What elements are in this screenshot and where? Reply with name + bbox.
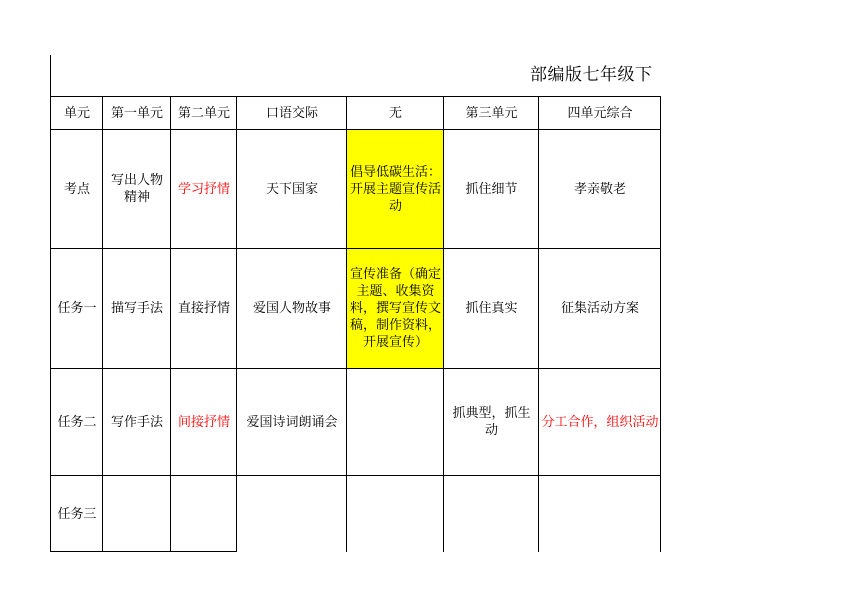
cell-r3-c4[interactable] [347, 369, 444, 475]
grid-line [538, 97, 539, 552]
cell-r1-c1-text: 写出人物精神 [110, 173, 163, 205]
row-label-task3[interactable] [51, 476, 103, 552]
cell-r2-c1-text: 描写手法 [110, 301, 163, 316]
row-label-task2[interactable] [51, 369, 103, 475]
cell-r2-c6-text: 征集活动方案 [560, 301, 639, 316]
grid-line [170, 97, 171, 552]
grid-line [50, 368, 661, 369]
cell-r3-c3[interactable] [237, 369, 347, 475]
header-col4[interactable] [347, 97, 444, 129]
row-label-kaodian[interactable] [51, 130, 103, 248]
cell-r3-c3-text: 爱国诗词朗诵会 [246, 414, 338, 430]
cell-r1-c6-text: 孝亲敬老 [573, 181, 626, 197]
cell-r3-c1-text: 写作手法 [110, 414, 163, 430]
cell-r1-c1[interactable] [105, 130, 169, 248]
sheet-title: 部编版七年级下 [530, 65, 653, 85]
grid-line [346, 97, 347, 552]
cell-r2-c2-text: 直接抒情 [177, 301, 230, 316]
header-col5[interactable] [444, 97, 539, 129]
cell-r1-c5[interactable] [444, 130, 539, 248]
header-col1-text: 第一单元 [110, 105, 163, 121]
grid-line [443, 97, 444, 552]
cell-r3-c1[interactable] [103, 369, 171, 475]
row-label-text: 考点 [63, 181, 90, 197]
cell-r1-c6[interactable] [539, 130, 661, 248]
grid-line [102, 97, 103, 552]
header-col3-text: 口语交际 [265, 105, 318, 121]
grid-line [50, 129, 661, 130]
header-col6-text: 四单元综合 [567, 105, 633, 121]
header-col2[interactable] [171, 97, 237, 129]
cell-r1-c4[interactable] [347, 130, 444, 248]
header-col3[interactable] [237, 97, 347, 129]
header-col4-text: 无 [388, 105, 402, 121]
grid-line [50, 551, 237, 552]
cell-r1-c4-text: 倡导低碳生活：开展主题宣传活动 [349, 164, 441, 214]
cell-r1-c2[interactable] [171, 130, 237, 248]
cell-r2-c6[interactable] [539, 249, 661, 368]
row-label-text: 任务三 [57, 506, 97, 522]
grid-line [660, 97, 661, 552]
cell-r1-c3-text: 天下国家 [265, 181, 318, 197]
cell-r1-c2-text: 学习抒情 [177, 181, 230, 197]
cell-r2-c1[interactable] [103, 249, 171, 368]
header-col1[interactable] [103, 97, 171, 129]
cell-r3-c2-text: 间接抒情 [177, 414, 230, 430]
cell-r3-c5-text: 抓典型，抓生动 [452, 406, 531, 438]
row-label-task1[interactable] [51, 249, 103, 368]
header-col5-text: 第三单元 [465, 105, 518, 121]
row-label-text: 任务一 [57, 301, 97, 316]
cell-r2-c2[interactable] [171, 249, 237, 368]
header-unit-text: 单元 [63, 105, 90, 121]
grid-line [50, 475, 661, 476]
cell-r2-c3-text: 爱国人物故事 [252, 301, 331, 316]
cell-r2-c4[interactable] [347, 249, 444, 368]
cell-r3-c2[interactable] [171, 369, 237, 475]
header-col6[interactable] [539, 97, 661, 129]
cell-r3-c5[interactable] [446, 369, 537, 475]
cell-r2-c5-text: 抓住真实 [465, 301, 518, 316]
row-label-text: 任务二 [57, 414, 97, 430]
grid-line [50, 248, 661, 249]
header-col2-text: 第二单元 [177, 105, 230, 121]
cell-r3-c6-text: 分工合作，组织活动 [541, 414, 659, 430]
cell-r2-c4-text: 宣传准备（确定主题、收集资料，撰写宣传文稿，制作资料，开展宣传） [349, 267, 441, 350]
cell-r1-c5-text: 抓住细节 [465, 181, 518, 197]
cell-r1-c3[interactable] [237, 130, 347, 248]
cell-r3-c6[interactable] [539, 369, 661, 475]
grid-line [236, 97, 237, 552]
cell-r2-c3[interactable] [237, 249, 347, 368]
header-unit[interactable] [51, 97, 103, 129]
cell-r2-c5[interactable] [444, 249, 539, 368]
grid-line [50, 96, 661, 97]
